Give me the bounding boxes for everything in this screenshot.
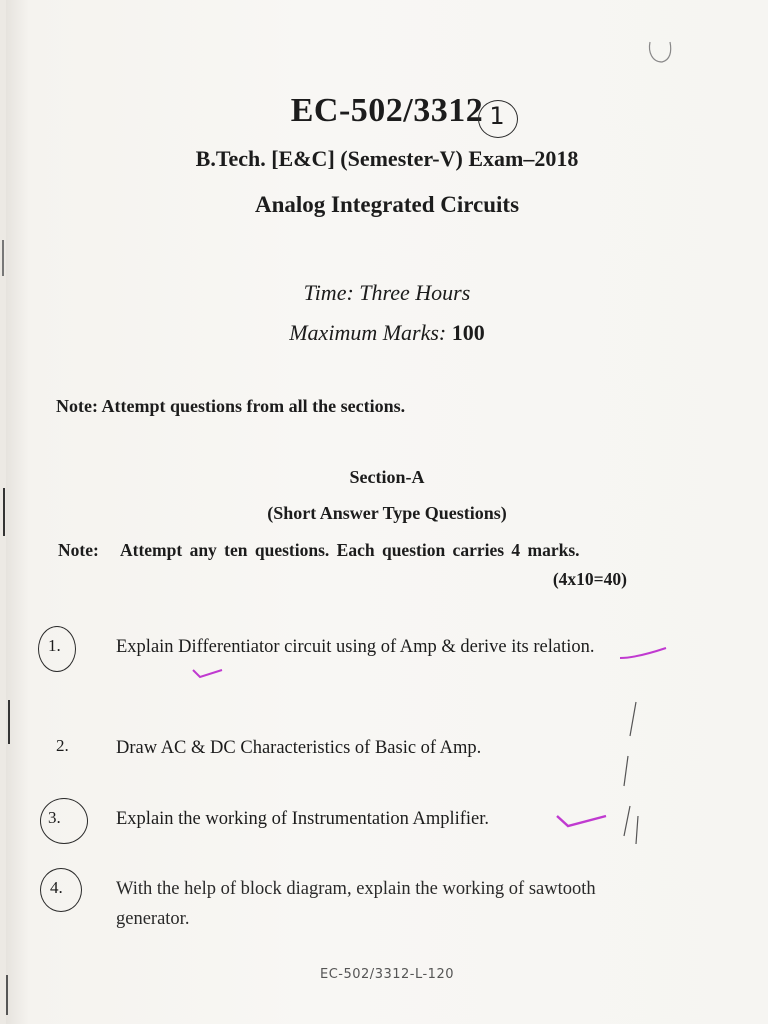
question-text: Explain Differentiator circuit using of Amp & derive its relation. [116, 637, 595, 657]
page-footer-code: EC-502/3312-L-120 [320, 967, 454, 982]
question-text: Explain the working of Instrumentation Amplifier. [116, 809, 490, 829]
question-text: With the help of block diagram, explain the working of sawtooth generator. [116, 879, 596, 929]
check-mark-icon [190, 664, 226, 682]
exam-title: B.Tech. [E&C] (Semester-V) Exam–2018 [195, 146, 579, 171]
paper-code: EC-502/3312 [290, 92, 484, 129]
page-number: 1 [489, 102, 505, 130]
section-subtitle: (Short Answer Type Questions) [267, 503, 507, 523]
question-number: 4. [50, 878, 63, 897]
check-mark-icon [554, 808, 610, 832]
pen-underline-mark [618, 640, 668, 664]
question-text: Draw AC & DC Characteristics of Basic of Amp. [116, 738, 482, 758]
question-number: 3. [48, 808, 61, 827]
corner-pencil-mark [642, 38, 678, 68]
marks-allocation: (4x10=40) [552, 569, 627, 589]
subject-title: Analog Integrated Circuits [254, 192, 520, 217]
maximum-marks-label: Maximum Marks: [289, 320, 447, 345]
section-note-text: Attempt any ten questions. Each question carries 4 marks. [120, 540, 580, 560]
question-number: 1. [48, 636, 61, 655]
section-title: Section-A [349, 467, 425, 487]
section-note-label: Note: [58, 540, 99, 560]
section-note [58, 538, 633, 589]
question-number: 2. [56, 736, 69, 755]
maximum-marks [6, 320, 768, 346]
binding-mark [2, 240, 4, 276]
binding-mark [3, 488, 5, 536]
binding-mark [8, 700, 10, 744]
general-note: Note: Attempt questions from all the sections. [56, 396, 406, 416]
maximum-marks-value: 100 [451, 320, 485, 345]
time-allowed: Time: Three Hours [303, 280, 471, 305]
exam-paper [6, 0, 768, 1024]
